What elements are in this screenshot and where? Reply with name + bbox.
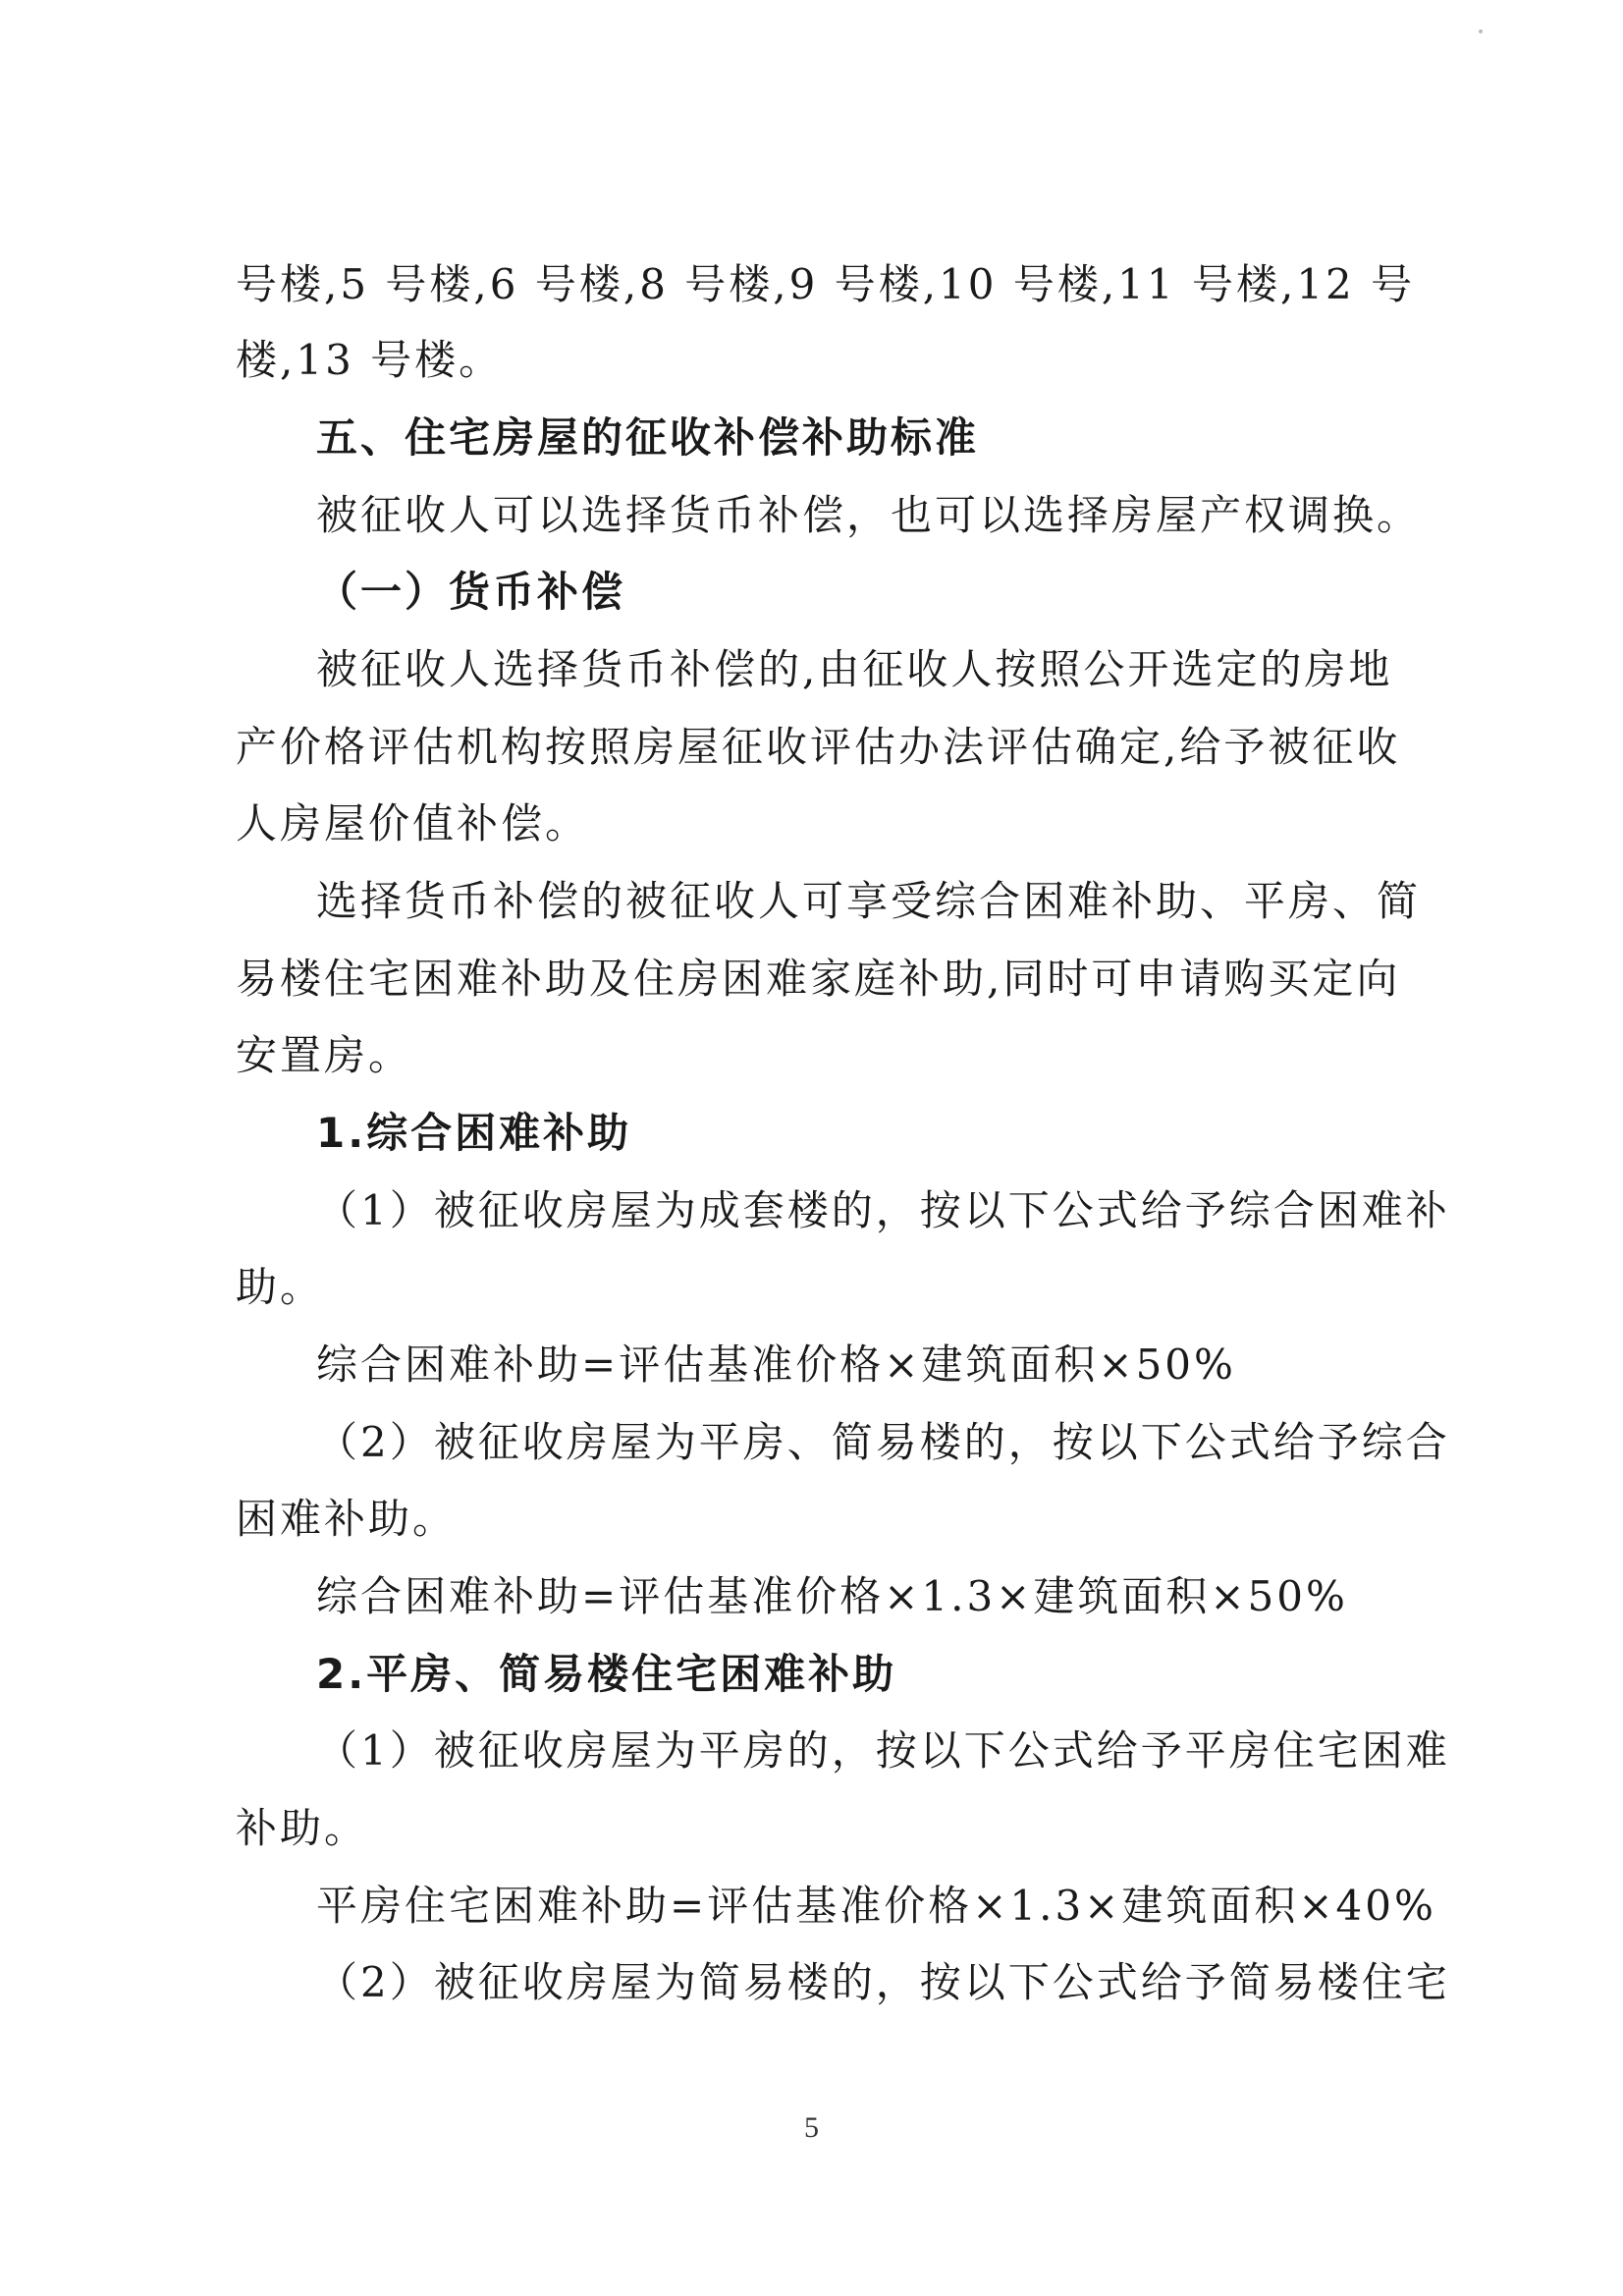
item-heading: 2.平房、简易楼住宅困难补助 xyxy=(316,1650,897,1698)
body-line: （2）被征收房屋为简易楼的，按以下公式给予简易楼住宅 xyxy=(316,1958,1450,2006)
formula-line: 综合困难补助=评估基准价格×1.3×建筑面积×50% xyxy=(316,1572,1348,1620)
body-line: 被征收人可以选择货币补偿，也可以选择房屋产权调换。 xyxy=(316,491,1422,539)
body-line: （1）被征收房屋为成套楼的，按以下公式给予综合困难补 xyxy=(316,1186,1450,1234)
subsection-heading: （一）货币补偿 xyxy=(316,568,626,616)
body-line: 补助。 xyxy=(236,1804,369,1852)
item-heading: 1.综合困难补助 xyxy=(316,1109,632,1157)
body-line: 人房屋价值补偿。 xyxy=(236,799,590,847)
body-line: 楼,13 号楼。 xyxy=(236,336,504,384)
body-line: 号楼,5 号楼,6 号楼,8 号楼,9 号楼,10 号楼,11 号楼,12 号 xyxy=(236,260,1416,308)
body-line: （2）被征收房屋为平房、简易楼的，按以下公式给予综合 xyxy=(316,1418,1450,1466)
body-line: 产价格评估机构按照房屋征收评估办法评估确定,给予被征收 xyxy=(236,723,1401,771)
formula-line: 平房住宅困难补助=评估基准价格×1.3×建筑面积×40% xyxy=(316,1882,1436,1930)
formula-line: 综合困难补助=评估基准价格×建筑面积×50% xyxy=(316,1340,1236,1389)
body-line: 安置房。 xyxy=(236,1031,413,1079)
section-heading: 五、住宅房屋的征收补偿补助标准 xyxy=(316,413,980,462)
body-line: 选择货币补偿的被征收人可享受综合困难补助、平房、简 xyxy=(316,877,1422,925)
body-line: 困难补助。 xyxy=(236,1495,458,1543)
body-line: 易楼住宅困难补助及住房困难家庭补助,同时可申请购买定向 xyxy=(236,955,1401,1003)
body-line: （1）被征收房屋为平房的，按以下公式给予平房住宅困难 xyxy=(316,1726,1450,1775)
body-line: 被征收人选择货币补偿的,由征收人按照公开选定的房地 xyxy=(316,645,1393,693)
body-line: 助。 xyxy=(236,1263,325,1311)
scan-speck xyxy=(1479,29,1483,33)
page-number: 5 xyxy=(804,2111,819,2144)
